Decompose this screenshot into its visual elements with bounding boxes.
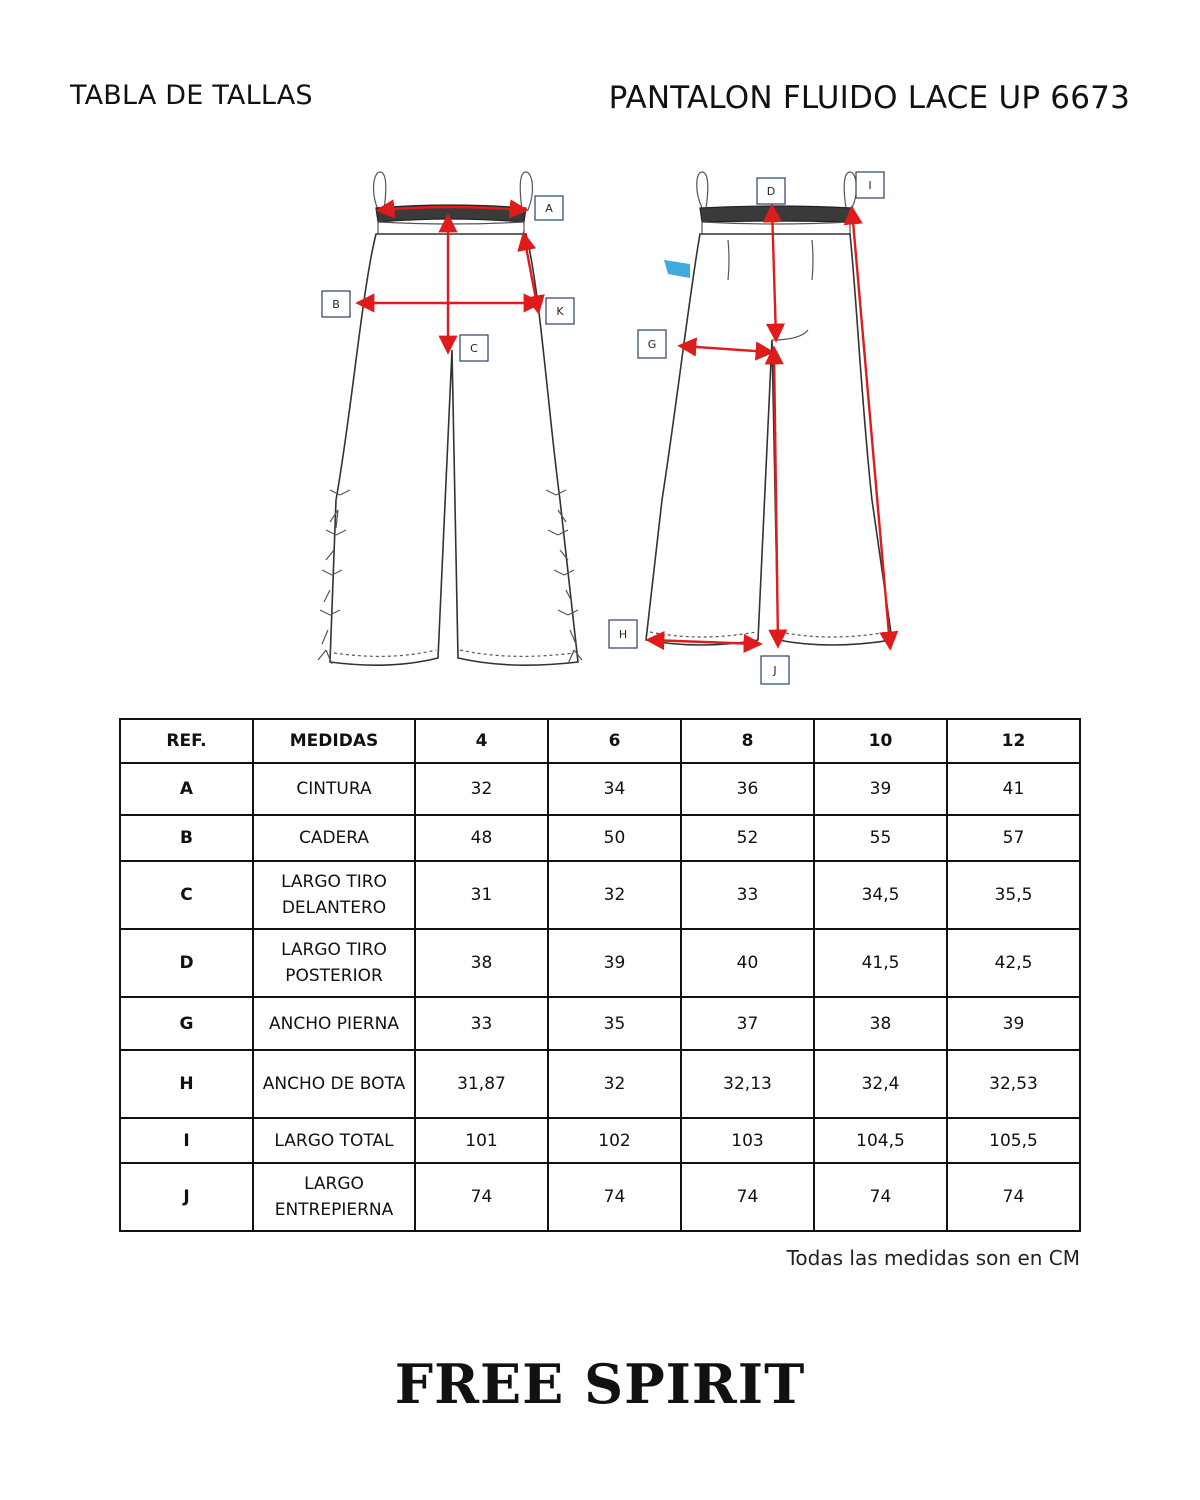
table-row bbox=[120, 763, 1080, 815]
table-cell: 32,4 bbox=[814, 1050, 947, 1118]
column-header: 6 bbox=[548, 719, 681, 763]
label-k bbox=[546, 298, 574, 324]
chart-title: TABLA DE TALLAS bbox=[70, 80, 313, 111]
table-cell: 74 bbox=[548, 1163, 681, 1231]
row-ref: J bbox=[120, 1163, 253, 1231]
measurement-diagram bbox=[0, 150, 1200, 710]
label-h bbox=[609, 620, 637, 648]
svg-text:B: B bbox=[332, 298, 340, 311]
table-cell: 32 bbox=[415, 763, 548, 815]
table-cell: 34,5 bbox=[814, 861, 947, 929]
row-measure: ANCHO PIERNA bbox=[253, 997, 415, 1050]
svg-text:A: A bbox=[545, 202, 553, 215]
label-a bbox=[535, 196, 563, 220]
table-cell: 33 bbox=[681, 861, 814, 929]
product-title: PANTALON FLUIDO LACE UP 6673 bbox=[608, 80, 1130, 116]
svg-text:H: H bbox=[618, 628, 628, 641]
row-ref: H bbox=[120, 1050, 253, 1118]
table-cell: 32 bbox=[548, 1050, 681, 1118]
column-header: 8 bbox=[681, 719, 814, 763]
row-ref: B bbox=[120, 815, 253, 861]
label-i bbox=[856, 172, 884, 198]
row-measure: LARGO TIRO DELANTERO bbox=[253, 861, 415, 929]
label-d bbox=[757, 178, 785, 204]
table-row bbox=[120, 1118, 1080, 1163]
table-cell: 34 bbox=[548, 763, 681, 815]
row-measure: LARGO TOTAL bbox=[253, 1118, 415, 1163]
row-measure: LARGO TIRO POSTERIOR bbox=[253, 929, 415, 997]
table-cell: 74 bbox=[947, 1163, 1080, 1231]
table-cell: 32 bbox=[548, 861, 681, 929]
table-cell: 36 bbox=[681, 763, 814, 815]
table-cell: 48 bbox=[415, 815, 548, 861]
table-cell: 74 bbox=[415, 1163, 548, 1231]
row-ref: A bbox=[120, 763, 253, 815]
row-ref: D bbox=[120, 929, 253, 997]
back-pants-sketch bbox=[646, 172, 892, 646]
svg-text:J: J bbox=[773, 664, 777, 677]
table-cell: 42,5 bbox=[947, 929, 1080, 997]
table-row bbox=[120, 997, 1080, 1050]
column-header: 12 bbox=[947, 719, 1080, 763]
svg-text:K: K bbox=[556, 305, 564, 318]
table-cell: 38 bbox=[814, 997, 947, 1050]
front-pants-sketch bbox=[318, 172, 582, 665]
table-cell: 38 bbox=[415, 929, 548, 997]
table-cell: 104,5 bbox=[814, 1118, 947, 1163]
table-cell: 103 bbox=[681, 1118, 814, 1163]
units-note: Todas las medidas son en CM bbox=[786, 1246, 1080, 1270]
table-cell: 39 bbox=[947, 997, 1080, 1050]
table-cell: 32,53 bbox=[947, 1050, 1080, 1118]
table-row bbox=[120, 929, 1080, 997]
svg-text:C: C bbox=[470, 342, 478, 355]
row-ref: G bbox=[120, 997, 253, 1050]
size-table bbox=[119, 718, 1081, 1232]
table-cell: 74 bbox=[814, 1163, 947, 1231]
svg-text:G: G bbox=[647, 338, 657, 351]
label-b bbox=[322, 291, 350, 317]
table-cell: 101 bbox=[415, 1118, 548, 1163]
table-cell: 55 bbox=[814, 815, 947, 861]
table-cell: 102 bbox=[548, 1118, 681, 1163]
table-row bbox=[120, 1163, 1080, 1231]
table-cell: 41,5 bbox=[814, 929, 947, 997]
table-cell: 39 bbox=[814, 763, 947, 815]
row-measure: CINTURA bbox=[253, 763, 415, 815]
table-cell: 52 bbox=[681, 815, 814, 861]
label-c bbox=[460, 335, 488, 361]
row-ref: I bbox=[120, 1118, 253, 1163]
table-cell: 41 bbox=[947, 763, 1080, 815]
table-cell: 31 bbox=[415, 861, 548, 929]
label-j bbox=[761, 656, 789, 684]
table-row bbox=[120, 861, 1080, 929]
row-measure: LARGO ENTREPIERNA bbox=[253, 1163, 415, 1231]
table-header-row bbox=[120, 719, 1080, 763]
table-row bbox=[120, 1050, 1080, 1118]
table-row bbox=[120, 815, 1080, 861]
brand-logo: FREE SPIRIT bbox=[394, 1352, 806, 1416]
table-cell: 35,5 bbox=[947, 861, 1080, 929]
svg-text:D: D bbox=[766, 185, 776, 198]
table-cell: 31,87 bbox=[415, 1050, 548, 1118]
row-measure: ANCHO DE BOTA bbox=[253, 1050, 415, 1118]
label-g bbox=[638, 330, 666, 358]
table-cell: 33 bbox=[415, 997, 548, 1050]
table-cell: 105,5 bbox=[947, 1118, 1080, 1163]
row-ref: C bbox=[120, 861, 253, 929]
table-cell: 40 bbox=[681, 929, 814, 997]
table-cell: 39 bbox=[548, 929, 681, 997]
row-measure: CADERA bbox=[253, 815, 415, 861]
column-header: 4 bbox=[415, 719, 548, 763]
column-header: 10 bbox=[814, 719, 947, 763]
table-cell: 74 bbox=[681, 1163, 814, 1231]
column-header: REF. bbox=[120, 719, 253, 763]
svg-text:I: I bbox=[868, 179, 872, 192]
table-cell: 50 bbox=[548, 815, 681, 861]
table-cell: 32,13 bbox=[681, 1050, 814, 1118]
column-header: MEDIDAS bbox=[253, 719, 415, 763]
table-cell: 37 bbox=[681, 997, 814, 1050]
table-cell: 57 bbox=[947, 815, 1080, 861]
table-cell: 35 bbox=[548, 997, 681, 1050]
